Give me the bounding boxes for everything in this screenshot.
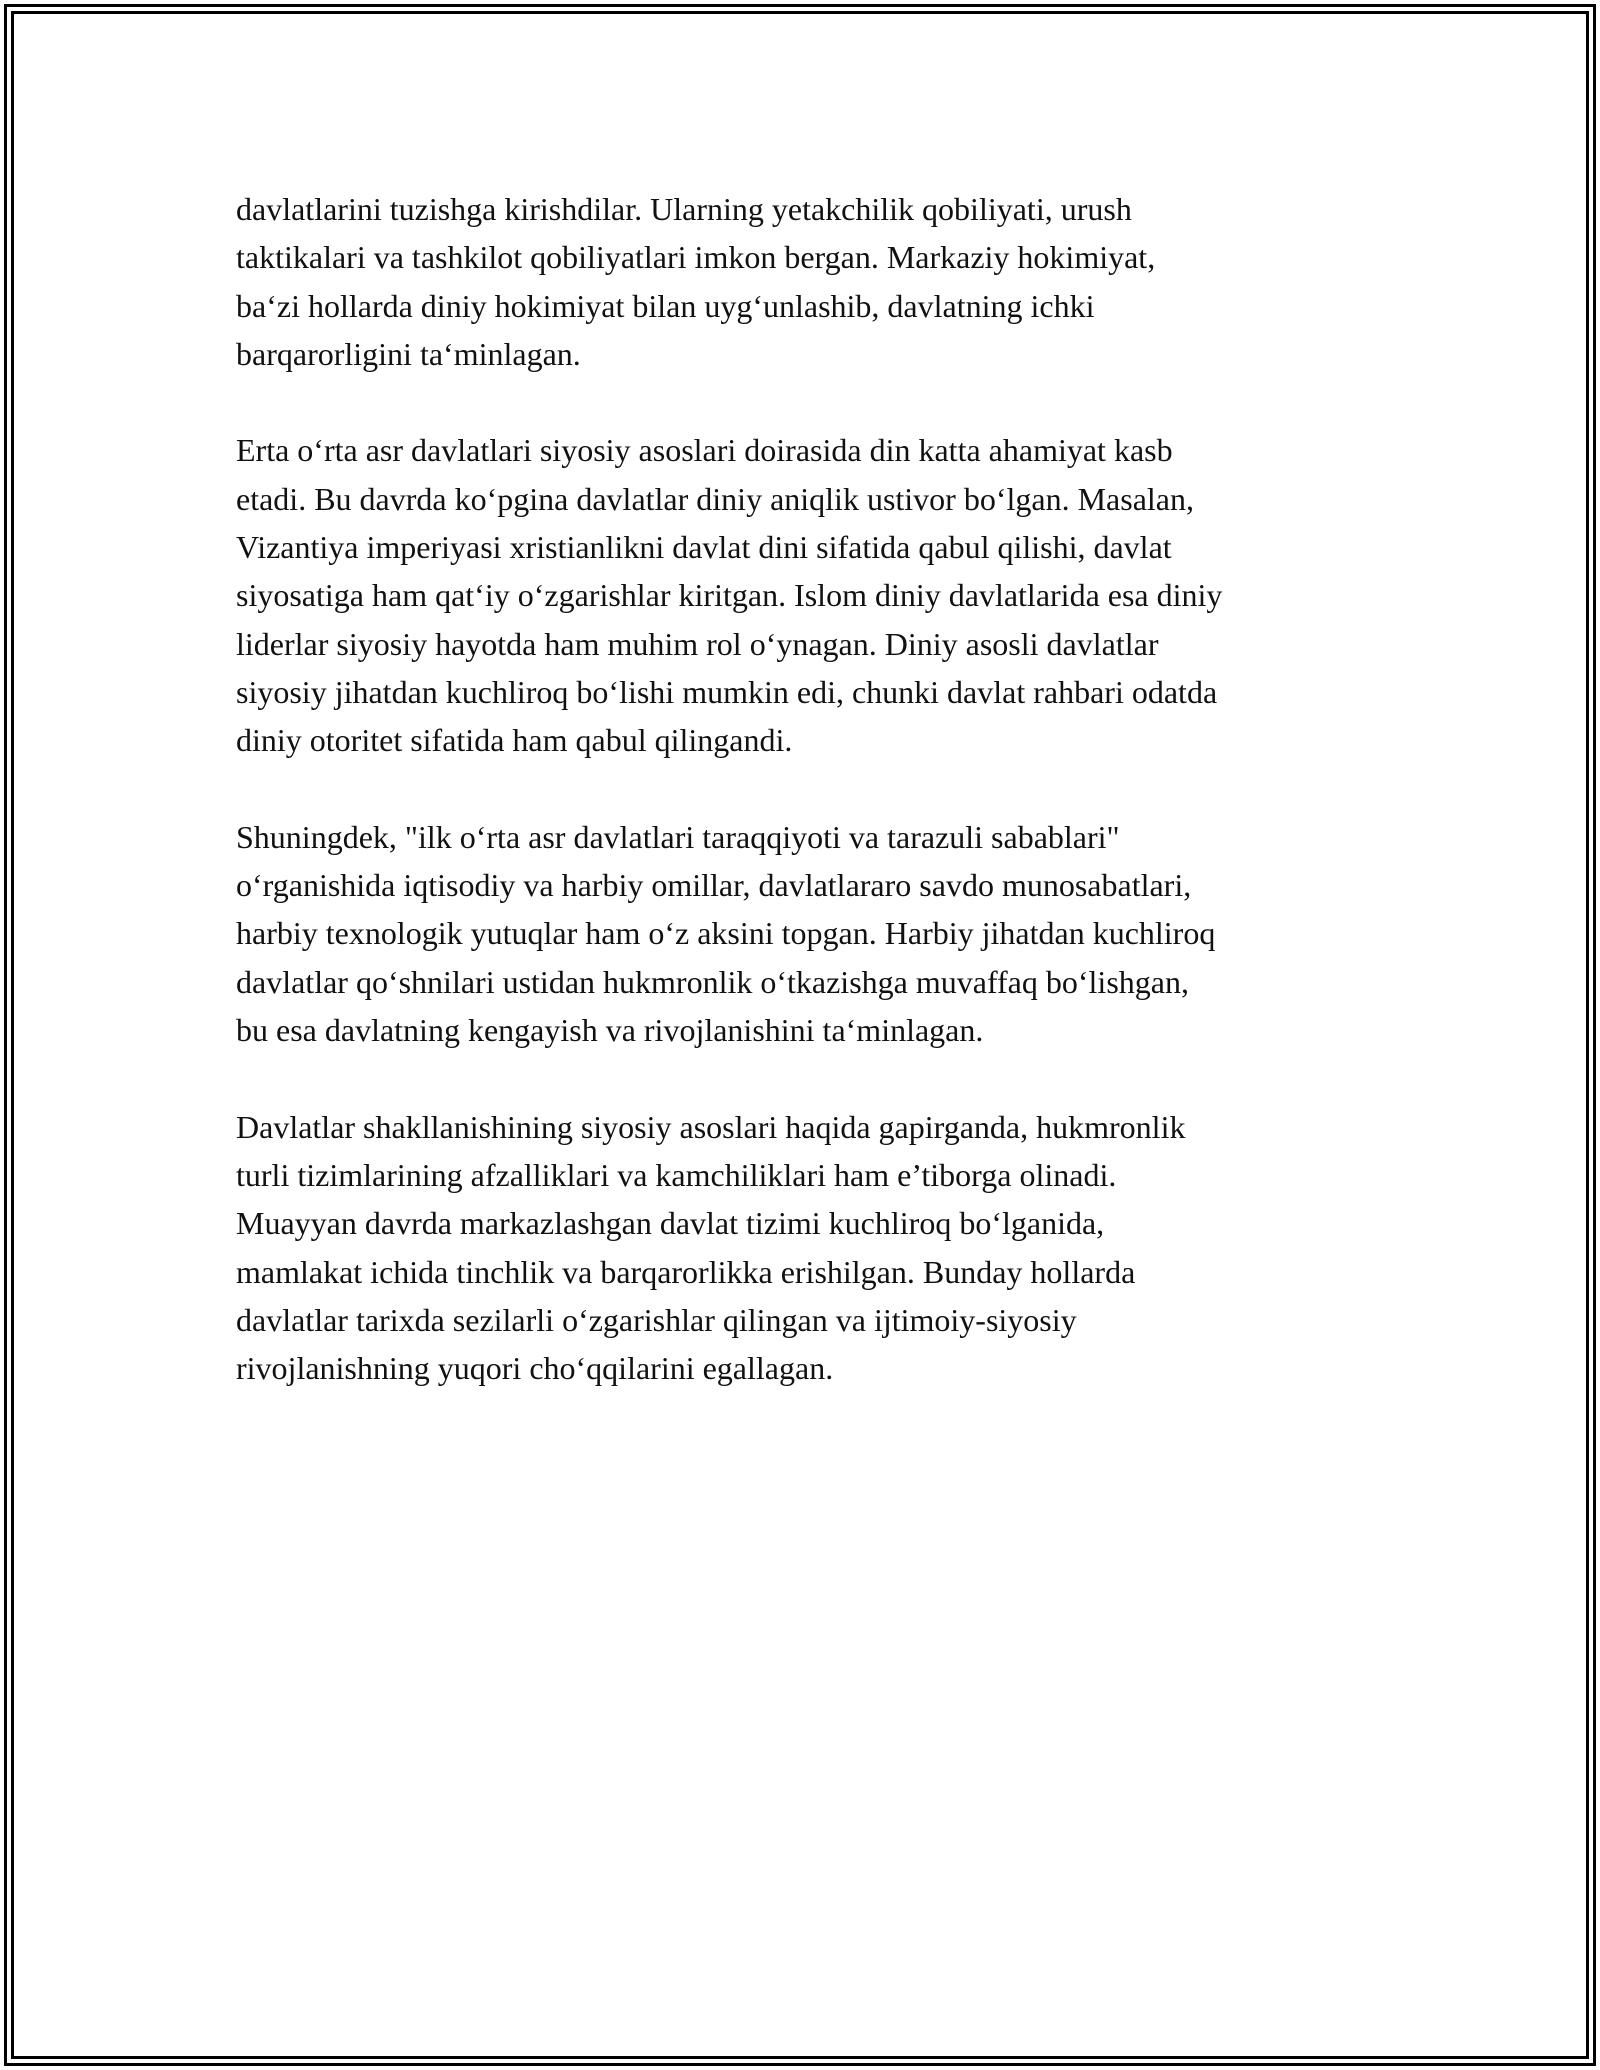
paragraph-1 [236,185,1376,378]
text-line: Erta o‘rta asr davlatlari siyosiy asoslari doirasida din katta ahamiyat kasb [236,432,1173,469]
paragraph-3 [236,813,1376,1054]
text-line: liderlar siyosiy hayotda ham muhim rol o‘ynagan. Diniy asosli davlatlar [236,625,1159,662]
text-line: mamlakat ichida tinchlik va barqarorlikka erishilgan. Bunday hollarda [236,1253,1136,1290]
text-line: diniy otoritet sifatida ham qabul qilingandi. [236,722,793,759]
text-line: ba‘zi hollarda diniy hokimiyat bilan uyg‘unlashib, davlatning ichki [236,287,1095,324]
paragraph-4 [236,1103,1376,1393]
text-line: Davlatlar shakllanishining siyosiy asoslari haqida gapirganda, hukmronlik [236,1108,1186,1145]
text-line: Shuningdek, "ilk o‘rta asr davlatlari taraqqiyoti va tarazuli sabablari" [236,818,1120,855]
paragraph-2 [236,426,1376,764]
text-line: etadi. Bu davrda ko‘pgina davlatlar diniy aniqlik ustivor bo‘lgan. Masalan, [236,480,1194,517]
text-line: Vizantiya imperiyasi xristianlikni davlat dini sifatida qabul qilishi, davlat [236,529,1172,566]
text-line: siyosiy jihatdan kuchliroq bo‘lishi mumkin edi, chunki davlat rahbari odatda [236,673,1218,710]
text-line: taktikalari va tashkilot qobiliyatlari imkon bergan. Markaziy hokimiyat, [236,239,1156,276]
text-line: turli tizimlarining afzalliklari va kamchiliklari ham e’tiborga olinadi. [236,1156,1117,1193]
text-line: davlatlar qo‘shnilari ustidan hukmronlik o‘tkazishga muvaffaq bo‘lishgan, [236,963,1189,1000]
text-line: barqarorligini ta‘minlagan. [236,335,581,372]
text-line: o‘rganishida iqtisodiy va harbiy omillar, davlatlararo savdo munosabatlari, [236,867,1192,904]
text-line: Muayyan davrda markazlashgan davlat tizimi kuchliroq bo‘lganida, [236,1205,1105,1242]
text-line: rivojlanishning yuqori cho‘qqilarini egallagan. [236,1350,834,1387]
text-line: harbiy texnologik yutuqlar ham o‘z aksini topgan. Harbiy jihatdan kuchliroq [236,915,1216,952]
text-line: davlatlar tarixda sezilarli o‘zgarishlar qilingan va ijtimoiy-siyosiy [236,1301,1077,1338]
document-body [236,185,1376,1441]
text-line: siyosatiga ham qat‘iy o‘zgarishlar kiritgan. Islom diniy davlatlarida esa diniy [236,577,1223,614]
text-line: davlatlarini tuzishga kirishdilar. Ularning yetakchilik qobiliyati, urush [236,191,1132,227]
text-line: bu esa davlatning kengayish va rivojlanishini ta‘minlagan. [236,1012,984,1049]
